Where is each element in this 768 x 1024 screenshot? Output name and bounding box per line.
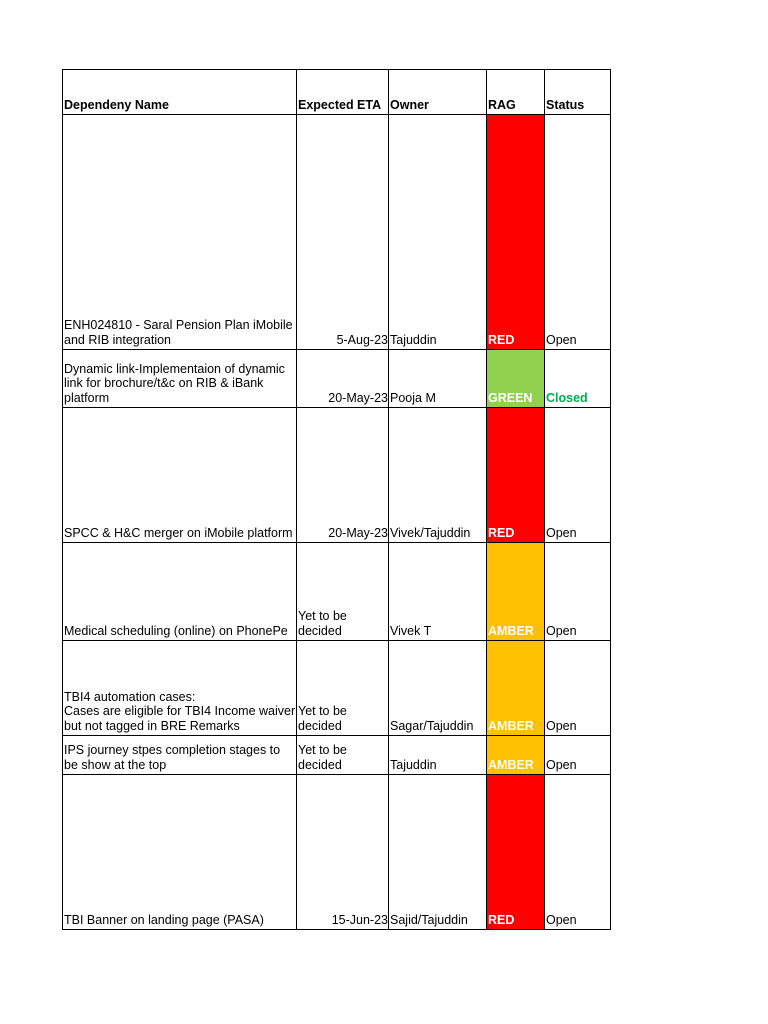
expected-eta-cell: 20-May-23 xyxy=(297,408,389,543)
status-cell: Closed xyxy=(545,350,611,408)
table-row xyxy=(63,408,611,543)
status-cell: Open xyxy=(545,408,611,543)
table-row xyxy=(63,543,611,641)
dependency-name-cell: Dynamic link-Implementaion of dynamic link for brochure/t&c on RIB & iBank platform xyxy=(63,350,297,408)
rag-cell: RED xyxy=(487,408,545,543)
expected-eta-cell: 5-Aug-23 xyxy=(297,115,389,350)
expected-eta-cell: Yet to be decided xyxy=(297,641,389,736)
dependency-name-cell: TBI Banner on landing page (PASA) xyxy=(63,775,297,930)
table-row xyxy=(63,350,611,408)
owner-cell: Vivek T xyxy=(389,543,487,641)
header-rag: RAG xyxy=(487,70,545,115)
table-row xyxy=(63,115,611,350)
status-cell: Open xyxy=(545,115,611,350)
rag-cell: AMBER xyxy=(487,736,545,775)
owner-cell: Sajid/Tajuddin xyxy=(389,775,487,930)
header-row xyxy=(63,70,611,115)
dependency-name-cell: ENH024810 - Saral Pension Plan iMobile and RIB integration xyxy=(63,115,297,350)
owner-cell: Vivek/Tajuddin xyxy=(389,408,487,543)
dependency-name-cell: IPS journey stpes completion stages to be show at the top xyxy=(63,736,297,775)
status-cell: Open xyxy=(545,543,611,641)
dependency-name-cell: Medical scheduling (online) on PhonePe xyxy=(63,543,297,641)
rag-cell: AMBER xyxy=(487,641,545,736)
expected-eta-cell: 20-May-23 xyxy=(297,350,389,408)
table-row xyxy=(63,736,611,775)
dependency-name-cell: SPCC & H&C merger on iMobile platform xyxy=(63,408,297,543)
rag-cell: GREEN xyxy=(487,350,545,408)
owner-cell: Tajuddin xyxy=(389,736,487,775)
status-cell: Open xyxy=(545,775,611,930)
owner-cell: Tajuddin xyxy=(389,115,487,350)
expected-eta-cell: 15-Jun-23 xyxy=(297,775,389,930)
rag-cell: RED xyxy=(487,775,545,930)
header-status: Status xyxy=(545,70,611,115)
rag-cell: RED xyxy=(487,115,545,350)
dependency-name-cell: TBI4 automation cases: Cases are eligible for TBI4 Income waiver but not tagged in BRE Remarks xyxy=(63,641,297,736)
owner-cell: Sagar/Tajuddin xyxy=(389,641,487,736)
header-owner: Owner xyxy=(389,70,487,115)
status-cell: Open xyxy=(545,641,611,736)
table-row xyxy=(63,775,611,930)
expected-eta-cell: Yet to be decided xyxy=(297,736,389,775)
header-dependency-name: Dependeny Name xyxy=(63,70,297,115)
owner-cell: Pooja M xyxy=(389,350,487,408)
rag-cell: AMBER xyxy=(487,543,545,641)
header-expected-eta: Expected ETA xyxy=(297,70,389,115)
table-row xyxy=(63,641,611,736)
status-cell: Open xyxy=(545,736,611,775)
dependency-table xyxy=(62,69,611,930)
expected-eta-cell: Yet to be decided xyxy=(297,543,389,641)
